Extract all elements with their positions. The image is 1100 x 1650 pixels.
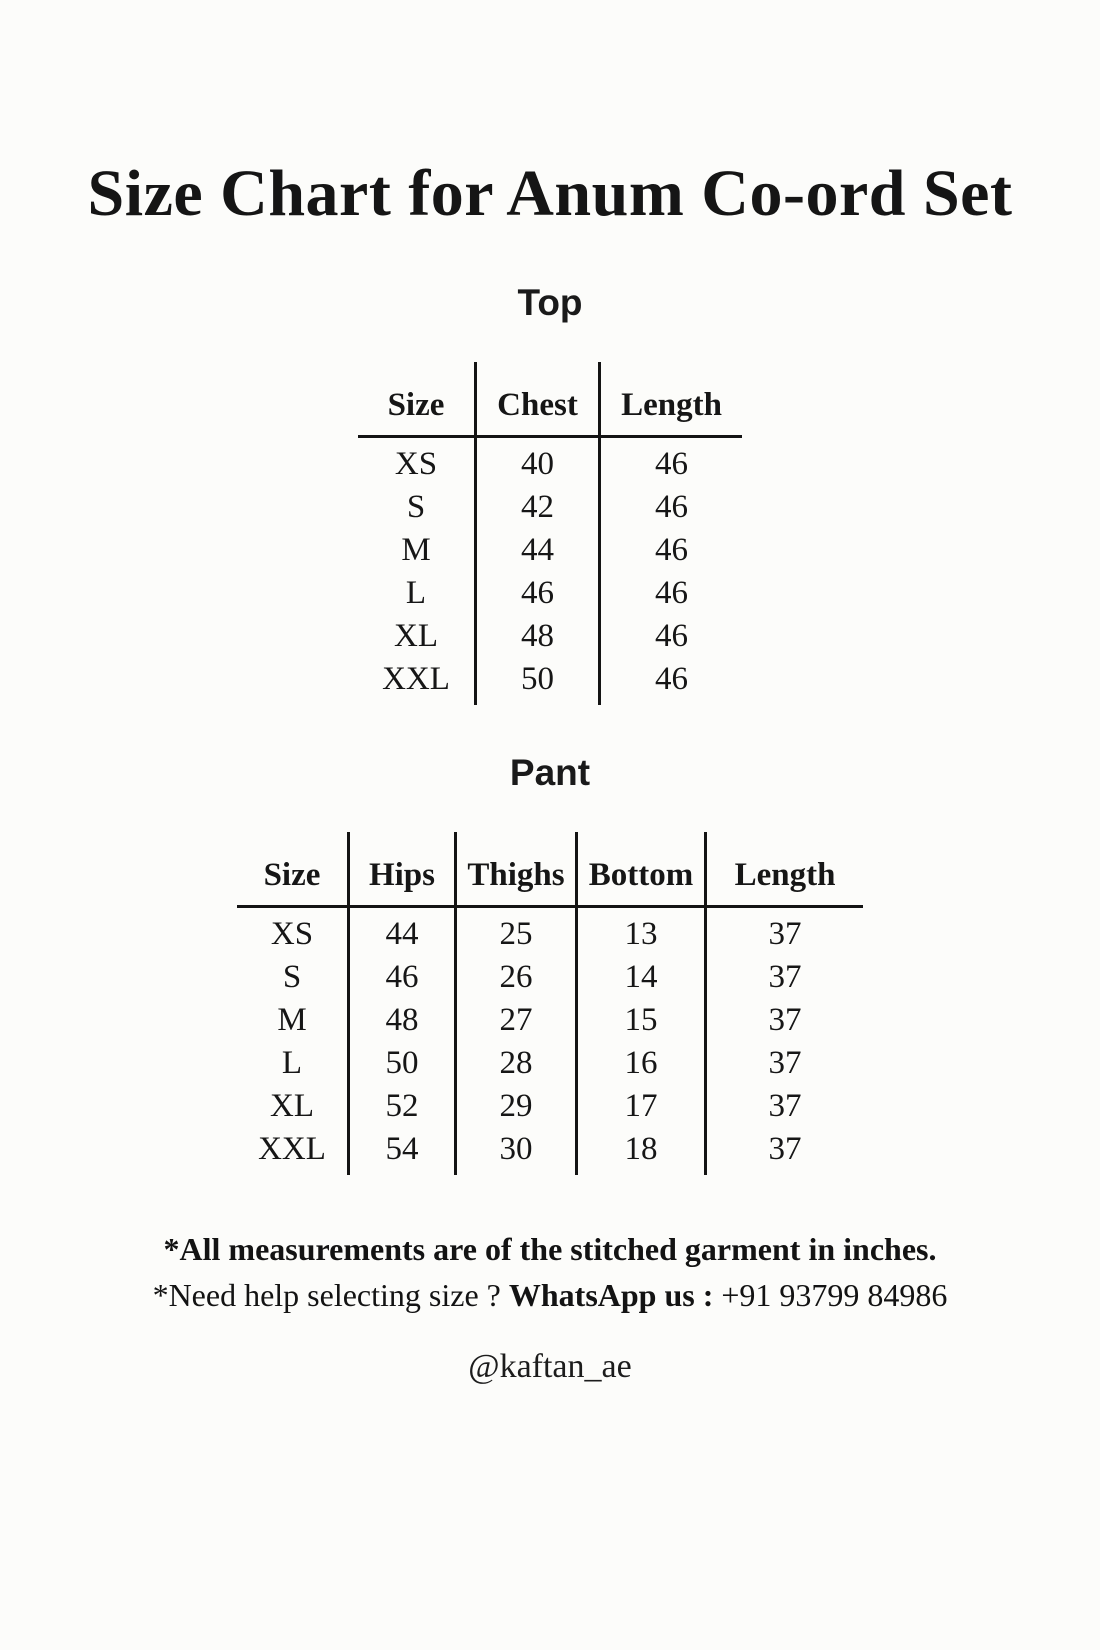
column-header: Length [706, 832, 864, 907]
column-header: Thighs [456, 832, 577, 907]
table-cell: 40 [476, 437, 600, 487]
instagram-handle: @kaftan_ae [468, 1348, 632, 1385]
table-cell: M [401, 532, 431, 568]
table-cell: 48 [349, 999, 456, 1042]
table-cell: S [282, 959, 302, 995]
table-row [237, 956, 863, 999]
table-cell: 44 [349, 907, 456, 957]
table-row [358, 658, 742, 705]
table-cell: 13 [577, 907, 706, 957]
table-cell: 37 [706, 1128, 864, 1175]
column-header: Size [358, 362, 476, 437]
table-cell: 54 [349, 1128, 456, 1175]
table-cell: XXL [258, 1131, 326, 1167]
table-cell: 48 [476, 615, 600, 658]
table-cell: 29 [456, 1085, 577, 1128]
table-cell: 14 [577, 956, 706, 999]
table-row [358, 529, 742, 572]
footnote-help [0, 1275, 1100, 1315]
table-cell: 52 [349, 1085, 456, 1128]
table-cell: 46 [476, 572, 600, 615]
table-cell: 28 [456, 1042, 577, 1085]
top-section-heading: Top [517, 282, 583, 323]
table-cell: 46 [600, 658, 743, 705]
whatsapp-label: WhatsApp us : [508, 1277, 714, 1313]
table-row [237, 1128, 863, 1175]
top-size-table [358, 362, 742, 705]
table-row [358, 572, 742, 615]
table-cell: 37 [706, 999, 864, 1042]
table-cell: 46 [600, 486, 743, 529]
table-cell: 50 [349, 1042, 456, 1085]
column-header: Chest [476, 362, 600, 437]
footnote-help-prefix: *Need help selecting size ? [152, 1277, 509, 1313]
table-cell: M [277, 1002, 307, 1038]
table-cell: 15 [577, 999, 706, 1042]
table-cell: 46 [600, 615, 743, 658]
column-header: Length [600, 362, 743, 437]
table-cell: L [405, 575, 427, 611]
table-cell: 30 [456, 1128, 577, 1175]
table-row [237, 907, 863, 957]
table-row [237, 1042, 863, 1085]
table-cell: 18 [577, 1128, 706, 1175]
pant-section-heading: Pant [509, 752, 591, 793]
table-cell: 26 [456, 956, 577, 999]
table-cell: 37 [706, 1085, 864, 1128]
table-row [237, 1085, 863, 1128]
table-row [237, 999, 863, 1042]
whatsapp-number: +91 93799 84986 [713, 1277, 948, 1313]
table-cell: XL [394, 618, 438, 654]
table-cell: XL [270, 1088, 314, 1124]
table-cell: 42 [476, 486, 600, 529]
table-row [358, 437, 742, 487]
footnote-measurements: *All measurements are of the stitched garment in inches. [163, 1231, 937, 1267]
table-cell: 37 [706, 907, 864, 957]
table-cell: 25 [456, 907, 577, 957]
table-cell: XS [270, 916, 314, 952]
page-title: Size Chart for Anum Co-ord Set [87, 157, 1013, 230]
table-cell: 46 [600, 572, 743, 615]
table-row [358, 615, 742, 658]
table-cell: 46 [600, 529, 743, 572]
table-cell: 50 [476, 658, 600, 705]
column-header: Hips [349, 832, 456, 907]
table-cell: XS [394, 446, 438, 482]
column-header: Size [237, 832, 349, 907]
table-cell: S [406, 489, 426, 525]
footnotes [0, 1229, 1100, 1315]
table-cell: 46 [600, 437, 743, 487]
table-cell: 16 [577, 1042, 706, 1085]
table-cell: 37 [706, 1042, 864, 1085]
table-row [358, 486, 742, 529]
table-cell: 37 [706, 956, 864, 999]
table-cell: 46 [349, 956, 456, 999]
table-header-row [358, 362, 742, 437]
table-cell: 27 [456, 999, 577, 1042]
table-header-row [237, 832, 863, 907]
table-cell: 17 [577, 1085, 706, 1128]
pant-size-table [237, 832, 863, 1175]
column-header: Bottom [577, 832, 706, 907]
table-cell: L [281, 1045, 303, 1081]
table-cell: XXL [382, 661, 450, 697]
table-cell: 44 [476, 529, 600, 572]
